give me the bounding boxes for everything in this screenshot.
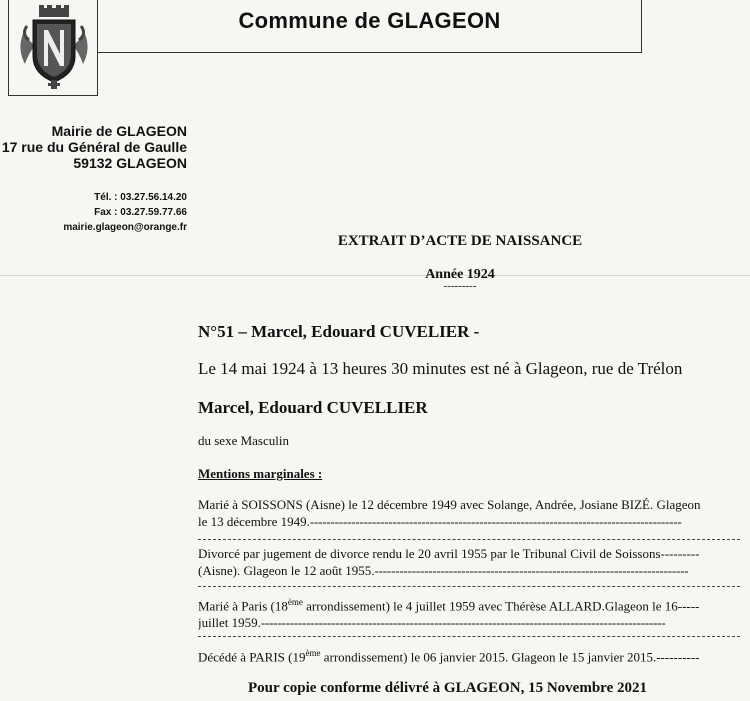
year-underline: --------- — [443, 280, 477, 292]
mention-separator — [198, 586, 740, 588]
mention-separator — [198, 636, 740, 638]
mention-dash-fill: ---------------------------------------------------------------------------- — [374, 563, 689, 578]
mairie-fax: Fax : 03.27.59.77.66 — [94, 207, 187, 218]
crest-frame — [8, 0, 98, 96]
mairie-tel: Tél. : 03.27.56.14.20 — [94, 192, 187, 203]
person-sex: du sexe Masculin — [198, 433, 289, 448]
mention-item — [198, 545, 740, 579]
mention-text: arrondissement) le 06 janvier 2015. Glageon le 15 janvier 2015.---------- — [320, 649, 700, 665]
mention-text: Décédé à PARIS (19 — [198, 649, 306, 665]
mention-text: arrondissement) le 4 juillet 1959 avec Thérèse ALLARD.Glageon le 16----- — [302, 598, 700, 614]
mention-text: juillet 1959. — [198, 615, 261, 631]
mention-line — [198, 513, 740, 530]
mention-line — [198, 645, 740, 665]
mairie-email: mairie.glageon@orange.fr — [63, 222, 187, 233]
coat-of-arms-icon — [15, 4, 93, 90]
mention-dash-fill: ------------------------------------------------------------------------------------------ — [309, 514, 682, 529]
mention-superscript: ème — [287, 597, 303, 607]
mentions-title: Mentions marginales : — [198, 466, 323, 481]
mention-line — [198, 562, 740, 579]
birth-sentence: Le 14 mai 1924 à 13 heures 30 minutes est né à Glageon, rue de Trélon — [198, 359, 683, 378]
mairie-address — [2, 123, 187, 171]
act-heading: N°51 – Marcel, Edouard CUVELIER - — [198, 322, 480, 341]
mention-text: (Aisne). Glageon le 12 août 1955. — [198, 563, 375, 578]
mairie-name: Mairie de GLAGEON — [51, 123, 187, 139]
mention-line: Divorcé par jugement de divorce rendu le 20 avril 1955 par le Tribunal Civil de Soissons--------- — [198, 546, 700, 561]
mairie-postcode-city: 59132 GLAGEON — [73, 155, 187, 171]
mention-item — [198, 594, 740, 631]
mention-text: Marié à Paris (18 — [198, 598, 288, 614]
mention-line — [198, 614, 740, 631]
mention-line: Marié à SOISSONS (Aisne) le 12 décembre 1949 avec Solange, Andrée, Josiane BIZÉ. Glageon — [198, 497, 701, 512]
mention-separator — [198, 539, 740, 541]
certification-line: Pour copie conforme délivré à GLAGEON, 15 Novembre 2021 — [248, 680, 647, 696]
header-frame — [98, 0, 642, 53]
mention-item — [198, 645, 740, 665]
mention-superscript: ème — [305, 648, 321, 658]
mention-line — [198, 594, 740, 614]
mairie-street: 17 rue du Général de Gaulle — [1, 139, 187, 155]
commune-title: Commune de GLAGEON — [238, 8, 501, 33]
mention-text: le 13 décembre 1949. — [198, 514, 310, 529]
mention-item — [198, 496, 740, 530]
document-year: Année 1924 — [425, 267, 495, 282]
person-full-name: Marcel, Edouard CUVELLIER — [198, 398, 428, 417]
mention-dash-fill: -------------------------------------------------------------------------------------------------- — [260, 615, 666, 631]
document-title: EXTRAIT D’ACTE DE NAISSANCE — [337, 233, 583, 249]
mairie-contact — [63, 190, 187, 235]
